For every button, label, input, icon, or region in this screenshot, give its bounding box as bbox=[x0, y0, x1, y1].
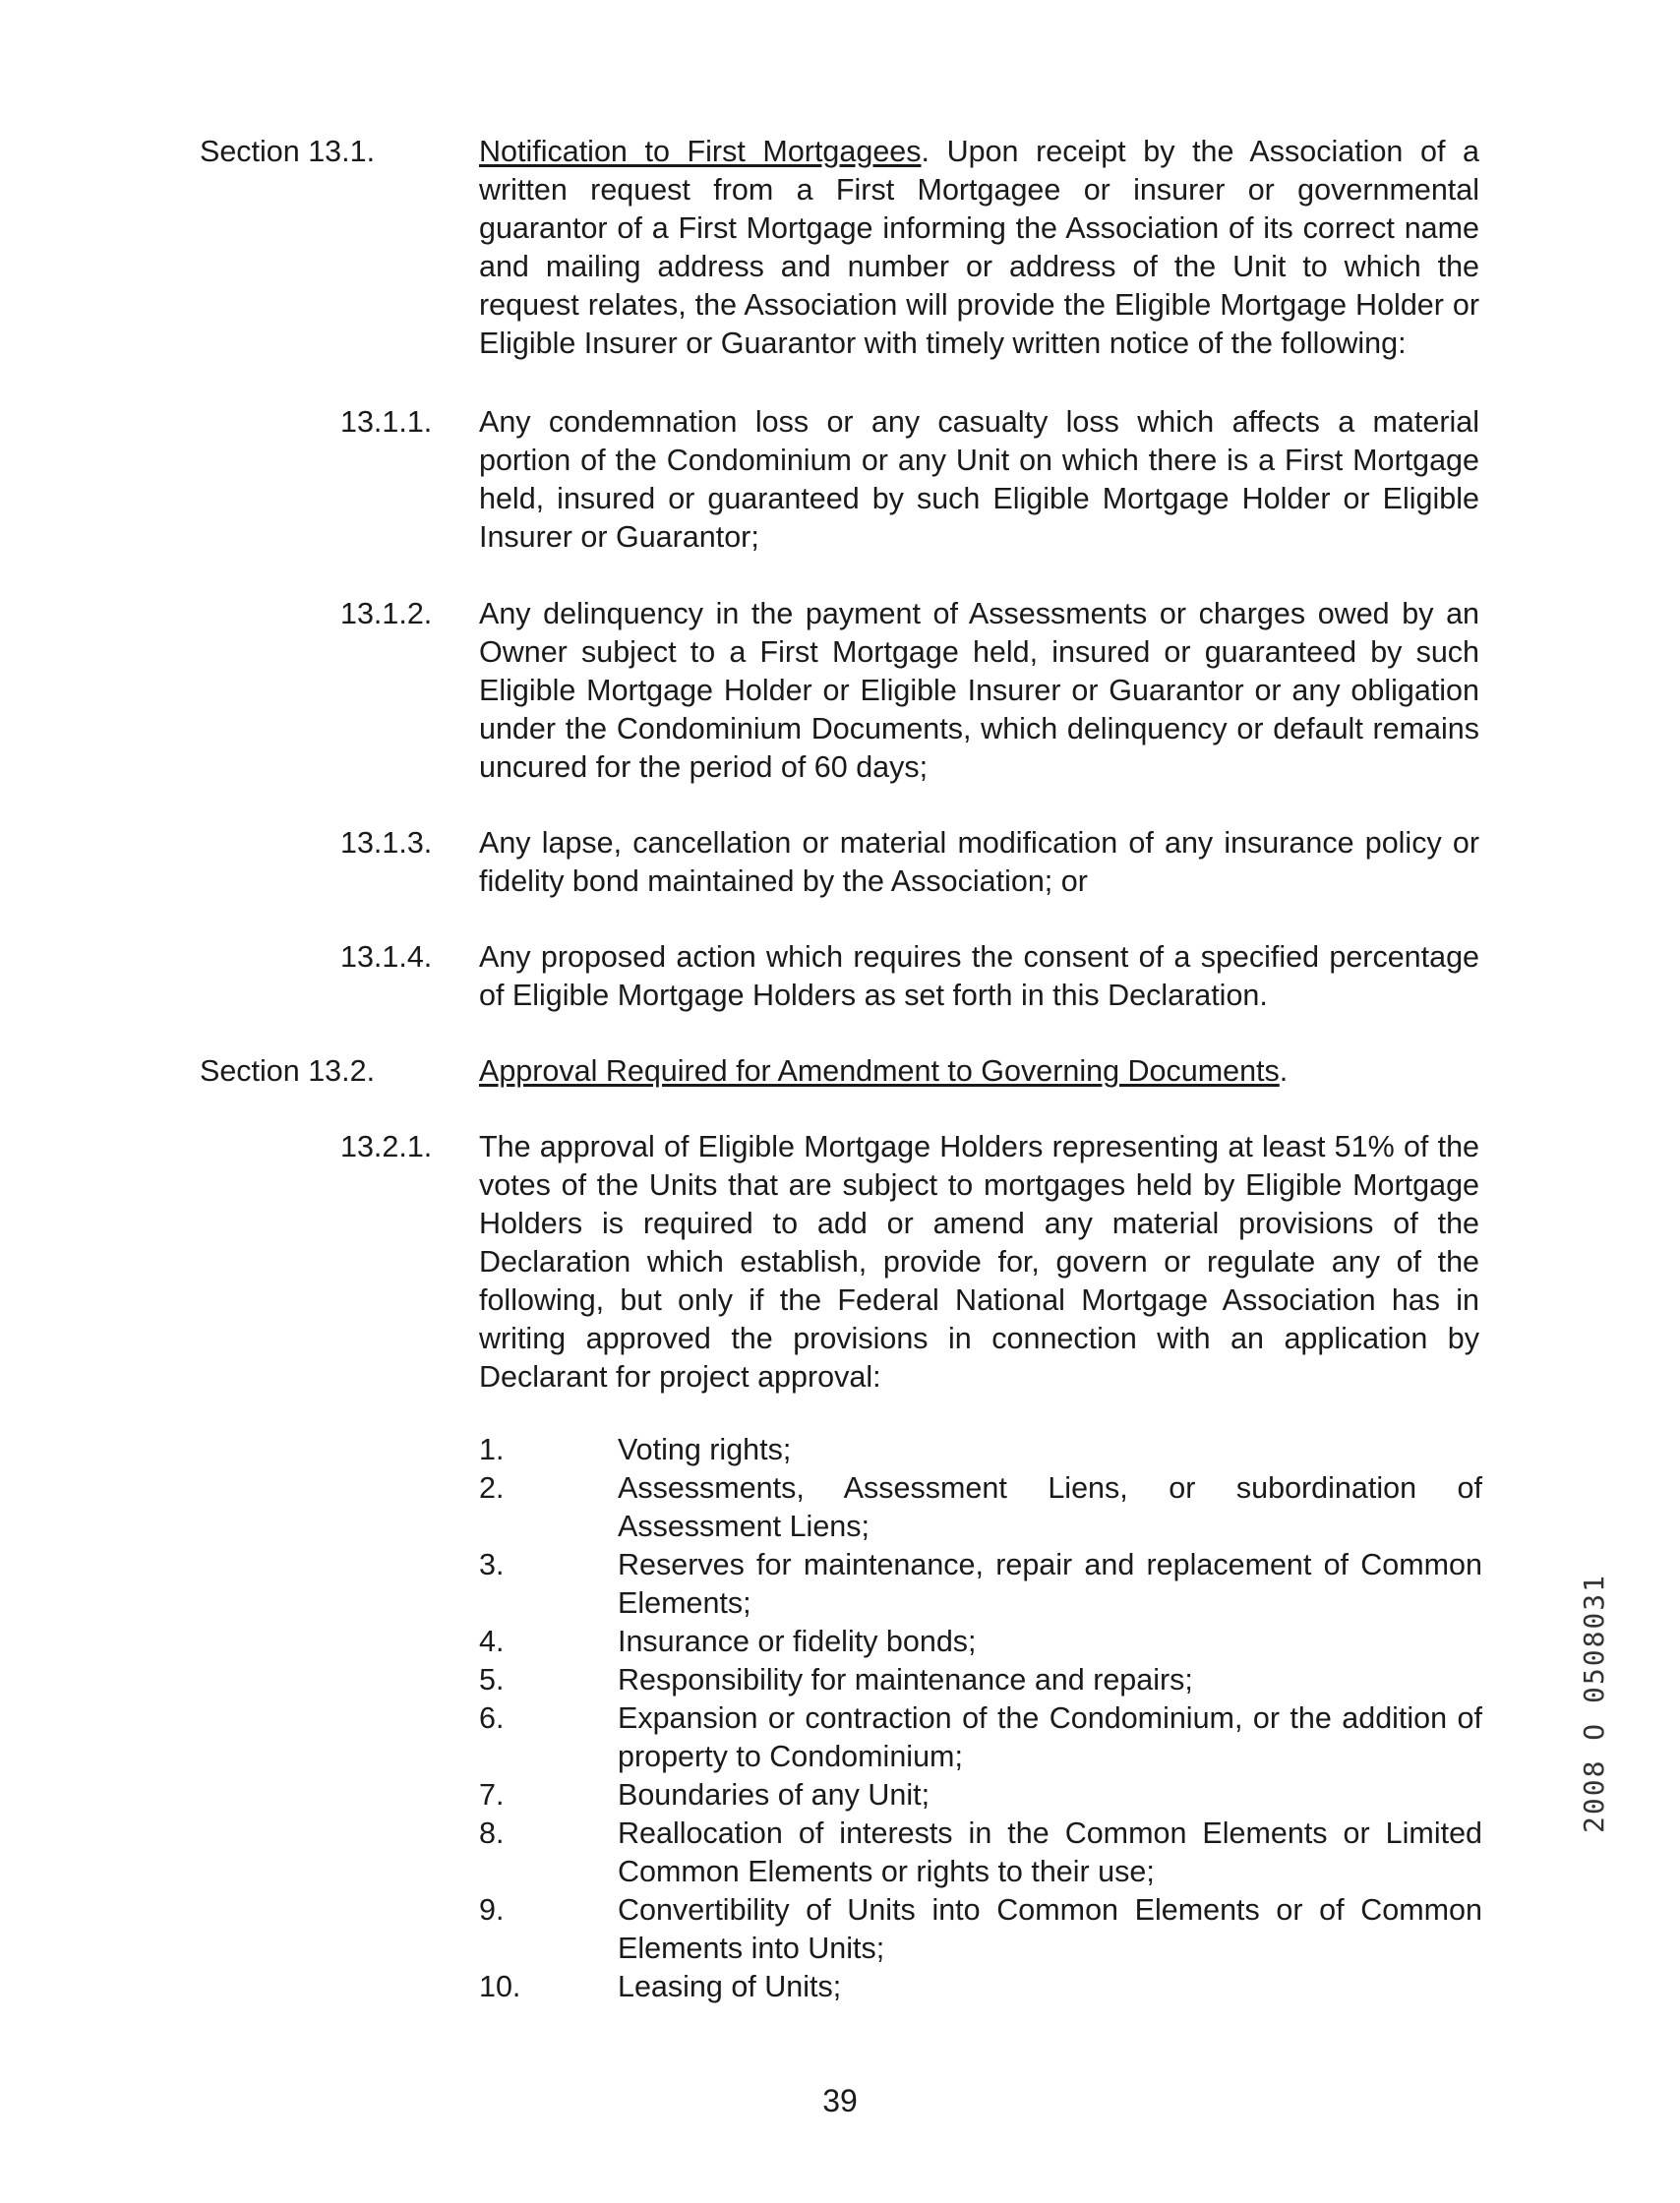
list-item bbox=[479, 1546, 1482, 1623]
list-item-number: 10. bbox=[479, 1970, 521, 2003]
item-13-1-1-text: Any condemnation loss or any casualty loss which affects a material portion of the Condominium or any Unit on which there is a First Mortgage held, insured or guaranteed by such Eligible Mortgage Holder or Eligible Insurer or Guarantor; bbox=[479, 405, 1479, 554]
list-item-text: Reserves for maintenance, repair and replacement of Common Elements; bbox=[618, 1548, 1482, 1620]
list-item-text: Reallocation of interests in the Common Elements or Limited Common Elements or rights to their use; bbox=[618, 1816, 1482, 1888]
list-item bbox=[479, 1469, 1482, 1546]
list-item bbox=[479, 1431, 1482, 1469]
list-item bbox=[479, 1968, 1482, 2006]
item-13-1-3-label: 13.1.3. bbox=[340, 826, 433, 860]
section-13-2-heading-suffix: . bbox=[1279, 1054, 1289, 1088]
list-item-text: Responsibility for maintenance and repairs; bbox=[618, 1663, 1193, 1697]
list-item-number: 3. bbox=[479, 1548, 505, 1581]
item-13-2-1-label: 13.2.1. bbox=[340, 1130, 433, 1163]
section-13-1-label: Section 13.1. bbox=[200, 135, 376, 168]
section-13-1-heading: Notification to First Mortgagees bbox=[479, 135, 922, 168]
list-item-number: 9. bbox=[479, 1893, 505, 1927]
section-13-2-heading-line bbox=[479, 1052, 1479, 1091]
margin-recording-stamp: 2008 O 0508031 bbox=[1578, 1573, 1610, 1833]
list-item-text: Expansion or contraction of the Condominium, or the addition of property to Condominium; bbox=[618, 1701, 1482, 1773]
list-item-text: Boundaries of any Unit; bbox=[618, 1778, 930, 1812]
list-item bbox=[479, 1661, 1482, 1699]
list-item bbox=[479, 1623, 1482, 1661]
list-item-text: Insurance or fidelity bonds; bbox=[618, 1625, 977, 1658]
list-item-number: 2. bbox=[479, 1471, 505, 1505]
list-item-number: 6. bbox=[479, 1701, 505, 1735]
item-13-1-4-label: 13.1.4. bbox=[340, 940, 433, 974]
item-13-1-1-label: 13.1.1. bbox=[340, 405, 433, 439]
list-item bbox=[479, 1699, 1482, 1776]
list-item-text: Leasing of Units; bbox=[618, 1970, 842, 2003]
item-13-1-3-text: Any lapse, cancellation or material modification of any insurance policy or fidelity bond maintained by the Association; or bbox=[479, 826, 1479, 898]
item-13-1-2-text: Any delinquency in the payment of Assessments or charges owed by an Owner subject to a First Mortgage held, insured or guaranteed by such Eligible Mortgage Holder or Eligible Insurer or Guarantor or any obligation under the Condominium Documents, which delinquency or default remains uncured for the period of 60 days; bbox=[479, 597, 1479, 784]
list-item-number: 5. bbox=[479, 1663, 505, 1697]
section-13-1-text: . Upon receipt by the Association of a written request from a First Mortgagee or insurer or governmental guarantor of a First Mortgage informing the Association of its correct name and mailing address and number or address of the Unit to which the request relates, the Association will provide the Eligible Mortgage Holder or Eligible Insurer or Guarantor with timely written notice of the following: bbox=[479, 135, 1479, 360]
section-13-1-paragraph bbox=[479, 133, 1479, 363]
list-item-number: 4. bbox=[479, 1625, 505, 1658]
list-item-number: 7. bbox=[479, 1778, 505, 1812]
list-item-text: Voting rights; bbox=[618, 1433, 792, 1466]
list-item-number: 1. bbox=[479, 1433, 505, 1466]
list-item-text: Assessments, Assessment Liens, or subordination of Assessment Liens; bbox=[618, 1471, 1482, 1543]
item-13-1-4-text: Any proposed action which requires the consent of a specified percentage of Eligible Mortgage Holders as set forth in this Declaration. bbox=[479, 940, 1479, 1012]
item-13-1-2-label: 13.1.2. bbox=[340, 597, 433, 630]
page-number: 39 bbox=[822, 2083, 858, 2118]
section-13-2-heading: Approval Required for Amendment to Governing Documents bbox=[479, 1054, 1280, 1088]
list-item-text: Convertibility of Units into Common Elements or of Common Elements into Units; bbox=[618, 1893, 1482, 1965]
list-item-number: 8. bbox=[479, 1816, 505, 1850]
list-item bbox=[479, 1891, 1482, 1968]
list-item bbox=[479, 1815, 1482, 1891]
list-item bbox=[479, 1776, 1482, 1815]
amendment-topics-list bbox=[479, 1431, 1482, 2006]
item-13-2-1-text: The approval of Eligible Mortgage Holders representing at least 51% of the votes of the Units that are subject to mortgages held by Eligible Mortgage Holders is required to add or amend any material provisions of the Declaration which establish, provide for, govern or regulate any of the following, but only if the Federal National Mortgage Association has in writing approved the provisions in connection with an application by Declarant for project approval: bbox=[479, 1130, 1479, 1394]
section-13-2-label: Section 13.2. bbox=[200, 1054, 376, 1088]
